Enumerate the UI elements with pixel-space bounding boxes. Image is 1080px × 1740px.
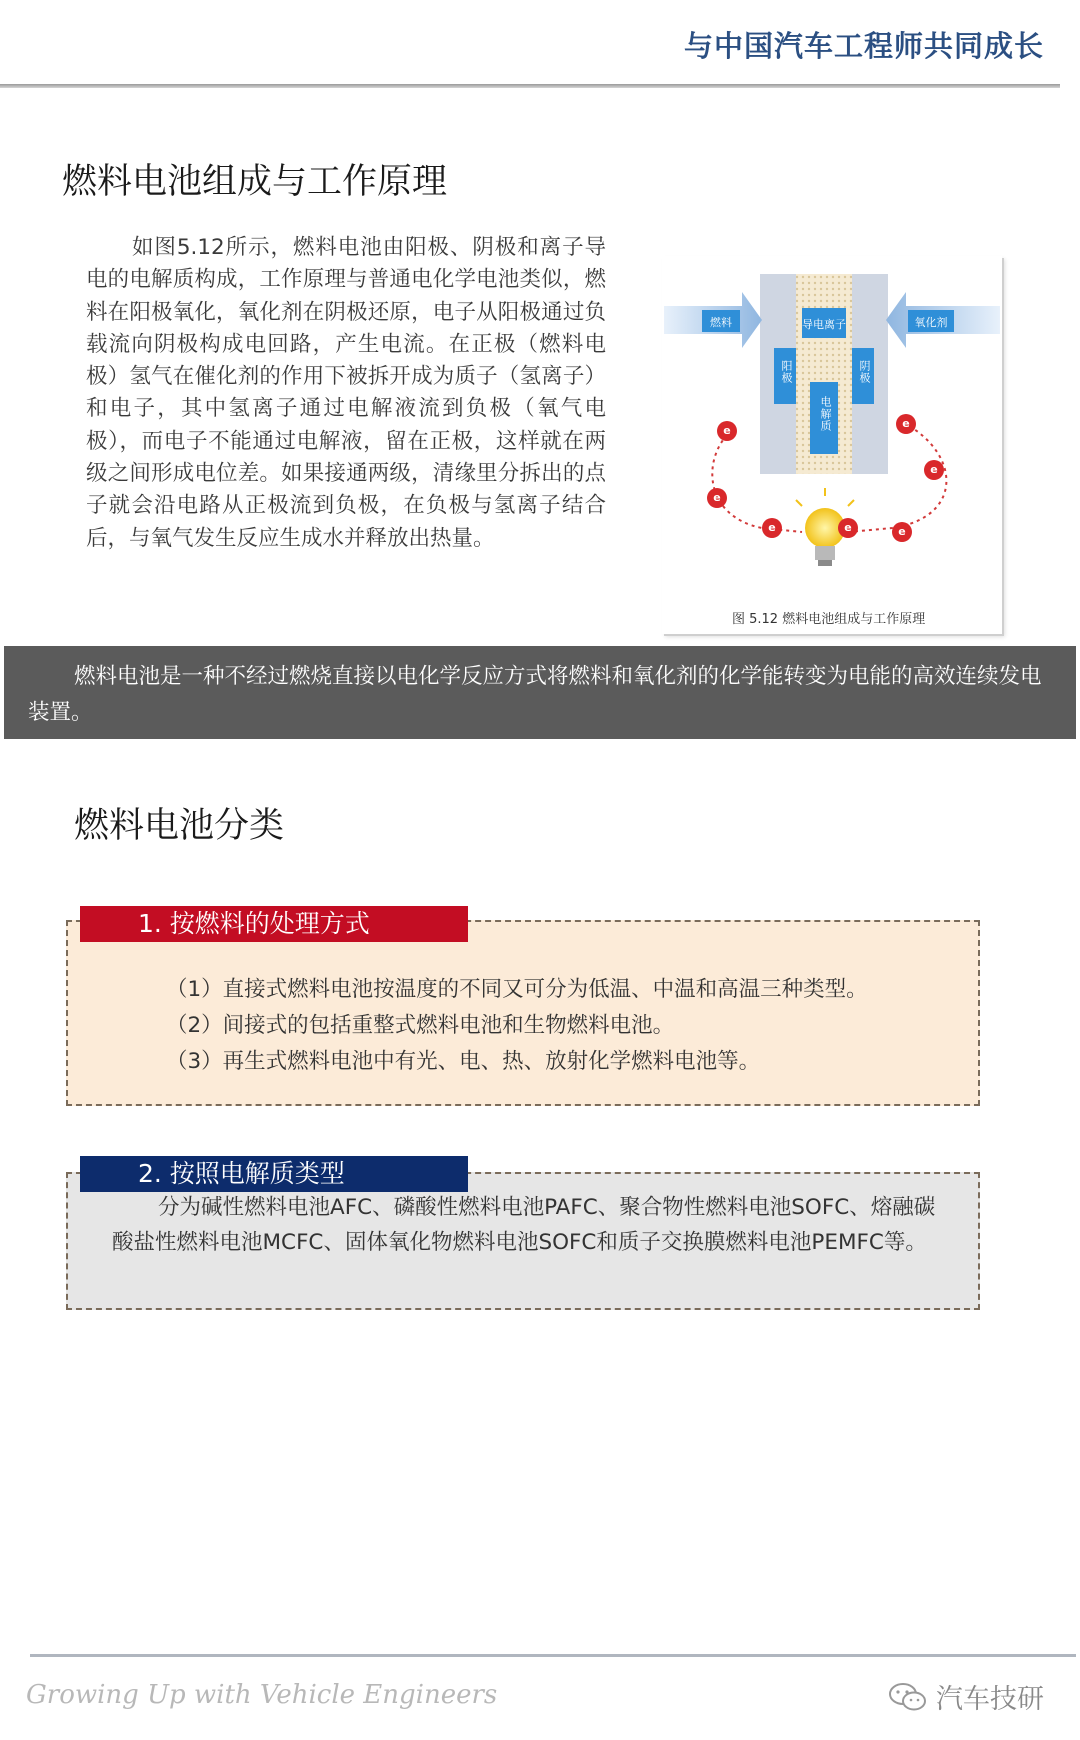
classification-by-fuel-box [66, 920, 980, 1106]
electron-marker: e [892, 522, 912, 542]
footer-divider [30, 1654, 1076, 1657]
electrolyte-label: 电解质 [819, 396, 832, 432]
electron-marker: e [838, 518, 858, 538]
fuel-label: 燃料 [710, 316, 732, 329]
electron-marker: e [717, 421, 737, 441]
intro-paragraph: 如图5.12所示，燃料电池由阳极、阴极和离子导电的电解质构成，工作原理与普通电化学电池类似，燃料在阳极氧化，氧化剂在阴极还原，电子从阳极通过负载流向阴极构成电回路，产生电流。在正极（燃料电极）氢气在催化剂的作用下被拆开成为质子（氢离子）和电子，其中氢离子通过电解液流到负极（氧气电极），而电子不能通过电解液，留在正极，这样就在两级之间形成电位差。如果接通两级，清缘里分拆出的点子就会沿电路从正极流到负极，在负极与氢离子结合后，与氧气发生反应生成水并释放出热量。 [86, 235, 606, 551]
cathode-label: 阴极 [858, 360, 871, 384]
header-divider [0, 84, 1060, 88]
bulb-base [815, 546, 835, 560]
electrolyte-classification-text: 分为碱性燃料电池AFC、磷酸性燃料电池PAFC、聚合物性燃料电池SOFC、熔融碳酸盐性燃料电池MCFC、固体氧化物燃料电池SOFC和质子交换膜燃料电池PEMFC等。 [112, 1195, 936, 1255]
wechat-watermark [888, 1677, 1044, 1716]
electron-marker: e [924, 460, 944, 480]
ion-label: 导电离子 [802, 318, 846, 331]
classification-by-electrolyte-box [66, 1172, 980, 1310]
section-title-classification: 燃料电池分类 [74, 806, 285, 846]
list-item: （3）再生式燃料电池中有光、电、热、放射化学燃料电池等。 [166, 1049, 761, 1074]
electron-marker: e [896, 414, 916, 434]
list-item: （1）直接式燃料电池按温度的不同又可分为低温、中温和高温三种类型。 [166, 977, 868, 1002]
anode-label: 阳极 [780, 360, 793, 384]
fuel-classification-list [166, 972, 868, 1080]
oxidizer-label: 氧化剂 [914, 316, 948, 329]
footer-slogan: Growing Up with Vehicle Engineers [26, 1680, 498, 1710]
tab-by-electrolyte: 2. 按照电解质类型 [80, 1156, 468, 1192]
wechat-icon [888, 1682, 928, 1712]
section-title-principle: 燃料电池组成与工作原理 [62, 162, 448, 202]
bulb-rays [796, 488, 854, 506]
fuel-cell-figure [662, 256, 1002, 634]
electron-marker: e [707, 488, 727, 508]
header-slogan: 与中国汽车工程师共同成长 [683, 29, 1044, 63]
definition-band: 燃料电池是一种不经过燃烧直接以电化学反应方式将燃料和氧化剂的化学能转变为电能的高效连续发电装置。 [4, 646, 1076, 739]
wechat-account-name: 汽车技研 [936, 1684, 1044, 1715]
tab-by-fuel: 1. 按燃料的处理方式 [80, 906, 468, 942]
list-item: （2）间接式的包括重整式燃料电池和生物燃料电池。 [166, 1013, 675, 1038]
figure-caption: 图 5.12 燃料电池组成与工作原理 [732, 612, 926, 627]
electron-marker: e [762, 518, 782, 538]
fuel-cell-diagram [662, 256, 1002, 634]
